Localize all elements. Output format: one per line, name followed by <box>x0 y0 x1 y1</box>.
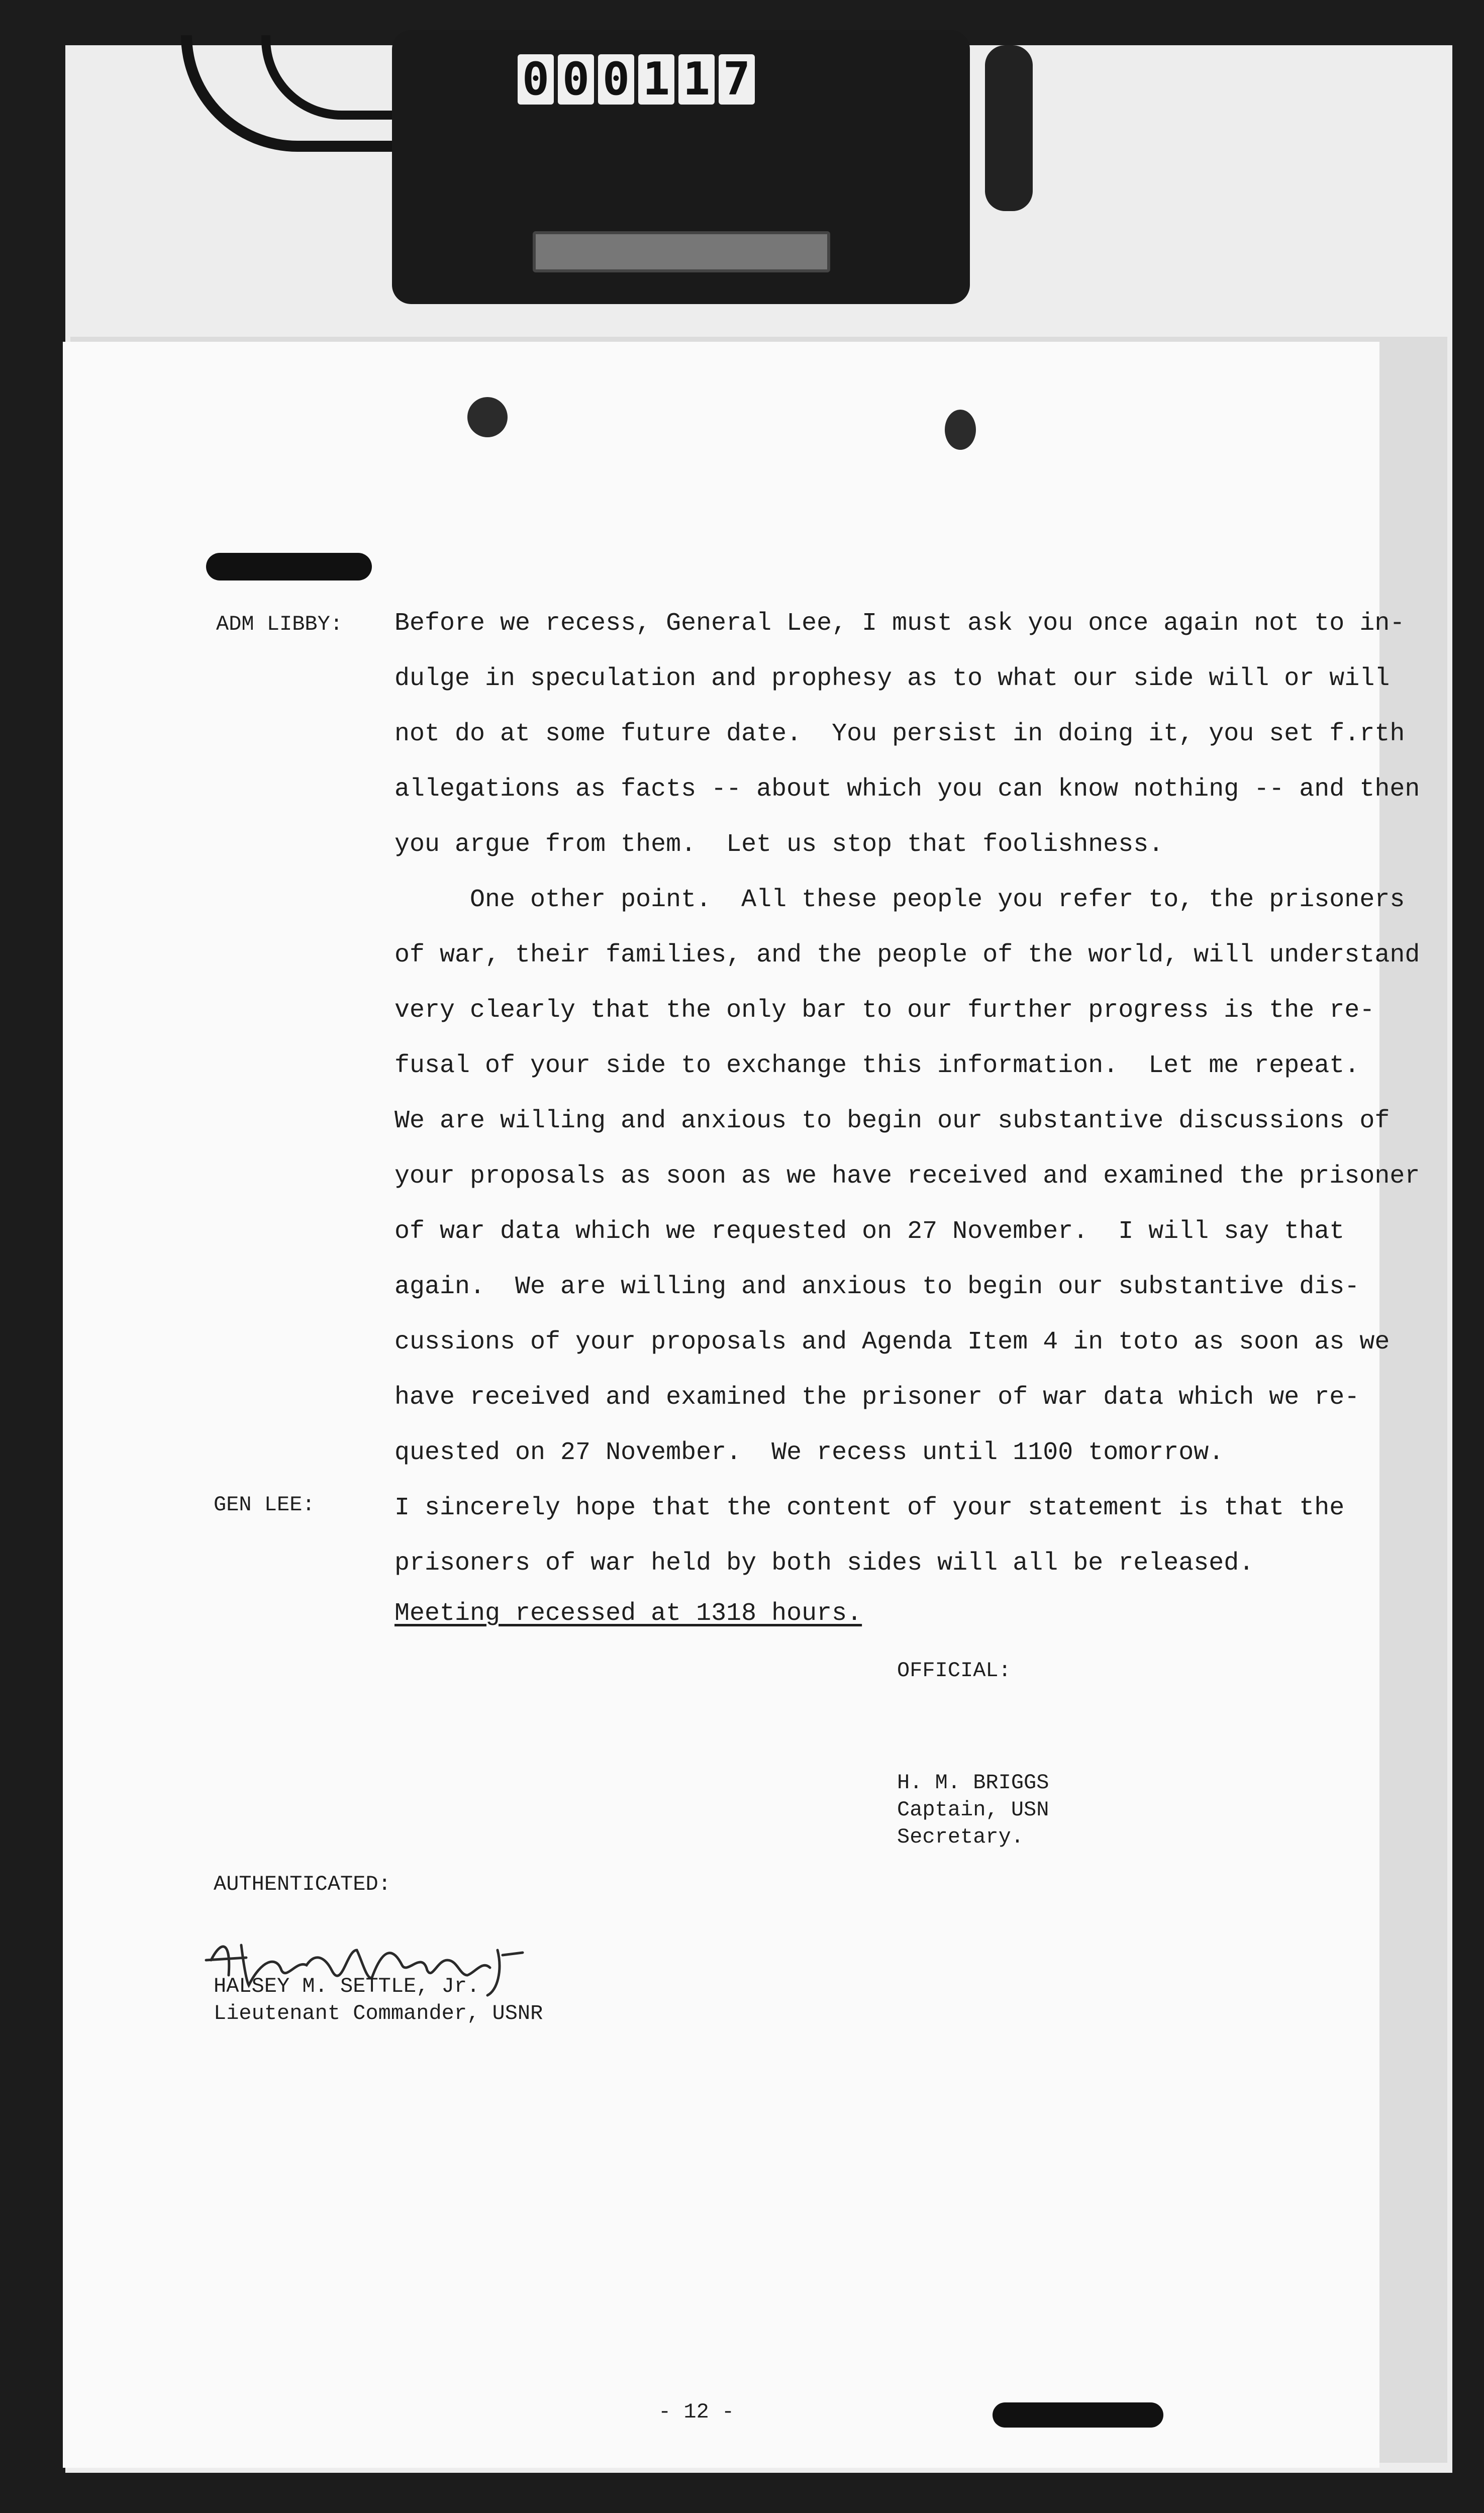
statement-line: not do at some future date. You persist in doing it, you set f.rth <box>394 720 1405 748</box>
page-number: - 12 - <box>658 2400 735 2424</box>
statement-line: dulge in speculation and prophesy as to what our side will or will <box>394 664 1390 693</box>
authenticated-name: HALSEY M. SETTLE, Jr. <box>214 1974 480 1998</box>
statement-line: very clearly that the only bar to our further progress is the re- <box>394 996 1375 1025</box>
statement-line: I sincerely hope that the content of your statement is that the <box>394 1494 1345 1522</box>
statement-line: prisoners of war held by both sides will all be released. <box>394 1549 1254 1578</box>
authenticated-heading: AUTHENTICATED: <box>214 1872 391 1896</box>
statement-line: cussions of your proposals and Agenda Item 4 in toto as soon as we <box>394 1328 1390 1357</box>
speaker-label-adm-libby: ADM LIBBY: <box>216 612 343 636</box>
statement-line: your proposals as soon as we have received and examined the prisoner <box>394 1162 1420 1191</box>
redaction-mark <box>993 2402 1163 2428</box>
official-name: H. M. BRIGGS <box>897 1771 1049 1795</box>
redaction-mark <box>206 553 372 581</box>
statement-line: quested on 27 November. We recess until 1100 tomorrow. <box>394 1438 1224 1467</box>
statement-line: One other point. All these people you refer to, the prisoners <box>394 886 1405 914</box>
official-signature-block <box>897 1769 1049 1851</box>
counter-digit: 1 <box>678 54 715 105</box>
statement-line: of war, their families, and the people of the world, will understand <box>394 941 1420 970</box>
official-title: Secretary. <box>897 1825 1024 1849</box>
recess-note: Meeting recessed at 1318 hours. <box>394 1599 862 1628</box>
statement-line: allegations as facts -- about which you can know nothing -- and then <box>394 775 1420 804</box>
punch-hole <box>467 397 508 437</box>
frame-counter-digits <box>518 54 755 105</box>
counter-digit: 0 <box>598 54 634 105</box>
counter-digit: 0 <box>518 54 554 105</box>
authenticated-signature-block <box>214 1973 543 2027</box>
counter-digit: 1 <box>638 54 674 105</box>
statement-line: of war data which we requested on 27 November. I will say that <box>394 1217 1345 1246</box>
statement-line: fusal of your side to exchange this information. Let me repeat. <box>394 1051 1360 1080</box>
authenticated-rank: Lieutenant Commander, USNR <box>214 2001 543 2025</box>
statement-line: We are willing and anxious to begin our substantive discussions of <box>394 1107 1390 1135</box>
statement-line: Before we recess, General Lee, I must ask you once again not to in- <box>394 609 1405 638</box>
counter-knob <box>985 45 1033 211</box>
counter-slot <box>533 231 830 272</box>
statement-line: have received and examined the prisoner of war data which we re- <box>394 1383 1360 1412</box>
counter-digit: 0 <box>558 54 594 105</box>
statement-line: again. We are willing and anxious to begin our substantive dis- <box>394 1273 1360 1301</box>
statement-line: you argue from them. Let us stop that foolishness. <box>394 830 1164 859</box>
counter-digit: 7 <box>719 54 755 105</box>
punch-hole <box>945 410 976 450</box>
official-heading: OFFICIAL: <box>897 1659 1011 1683</box>
official-rank: Captain, USN <box>897 1798 1049 1822</box>
speaker-label-gen-lee: GEN LEE: <box>214 1493 315 1517</box>
